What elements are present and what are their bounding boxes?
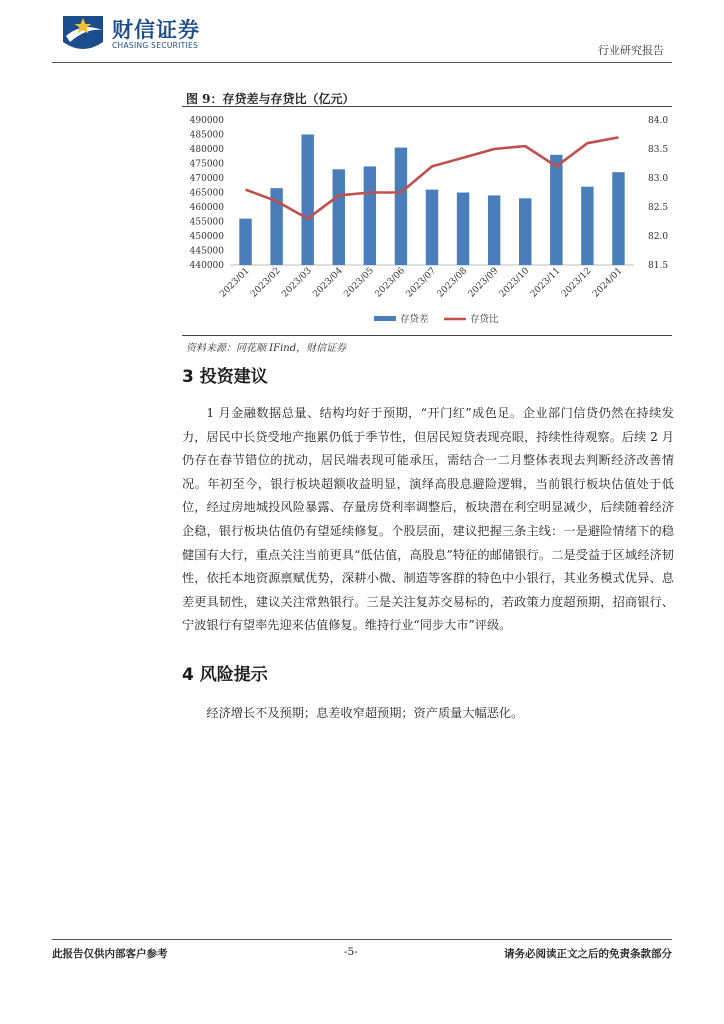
right-axis-tick-label: 83.5: [648, 145, 669, 155]
bar-deposit-loan-gap: [488, 195, 500, 265]
left-axis-tick-label: 440000: [189, 261, 224, 271]
left-axis-tick-label: 480000: [189, 145, 224, 155]
figure-top-rule: [182, 106, 672, 107]
x-axis-tick-label: 2023/01: [218, 266, 252, 300]
footer-disclaimer: 此报告仅供内部客户参考: [52, 948, 168, 960]
figure-bottom-rule: [182, 335, 672, 336]
page-number: -5-: [344, 946, 358, 958]
legend-swatch-deposit-loan-gap: [374, 316, 396, 321]
company-logo-icon: [60, 12, 106, 54]
bar-deposit-loan-gap: [457, 193, 469, 266]
x-axis-tick-label: 2023/04: [311, 266, 345, 300]
section-3-paragraph: 1 月金融数据总量、结构均好于预期，“开门红”成色足。企业部门信贷仍然在持续发力，居民中长贷受地产拖累仍低于季节性，但居民短贷表现亮眼，持续性待观察。后续 2 月仍存在春节错位的扰动，居民端表现可能承压，需结合一二月整体表现去判断经济改善情况。年初至今，银行板块超额收益明显，演绎高股息避险逻辑，当前银行板块估值处于低位，经过房地城投风险暴露、存量房贷利率调整后，板块潜在利空明显减少，后续随着经济企稳，银行板块估值仍有望延续修复。个股层面，建议把握三条主线：一是避险情绪下的稳健国有大行，重点关注当前更具“低估值，高股息”特征的邮储银行。二是受益于区域经济韧性，依托本地资源禀赋优势，深耕小微、制造等客群的特色中小银行，其业务模式优异、息差更具韧性，建议关注常熟银行。三是关注复苏交易标的，若政策力度超预期，招商银行、宁波银行有望率先迎来估值修复。维持行业“同步大市”评级。: [182, 406, 674, 633]
right-axis-tick-label: 83.0: [648, 174, 669, 184]
bar-deposit-loan-gap: [333, 169, 345, 265]
x-axis-tick-label: 2023/10: [497, 266, 532, 300]
right-axis-tick-label: 81.5: [648, 261, 669, 271]
x-axis-tick-label: 2023/09: [466, 266, 501, 300]
x-axis-tick-label: 2023/05: [342, 266, 376, 300]
x-axis-tick-label: 2023/08: [435, 266, 470, 300]
left-axis-tick-label: 445000: [189, 246, 224, 257]
x-axis-tick-label: 2023/11: [528, 266, 563, 300]
left-axis-tick-label: 470000: [189, 174, 224, 184]
logo-chinese-name: 财信证券: [112, 18, 200, 42]
header-divider: [52, 62, 672, 63]
bar-deposit-loan-gap: [301, 135, 313, 266]
x-axis-tick-label: 2023/02: [249, 266, 283, 300]
bar-deposit-loan-gap: [364, 166, 376, 265]
section-4-heading: 4 风险提示: [182, 665, 268, 685]
left-axis-tick-label: 450000: [189, 232, 224, 242]
left-axis-tick-label: 490000: [189, 116, 224, 126]
bar-deposit-loan-gap: [581, 187, 593, 265]
bar-deposit-loan-gap: [519, 198, 531, 265]
right-axis-tick-label: 82.0: [648, 232, 669, 242]
right-axis-tick-label: 84.0: [648, 116, 669, 126]
x-axis-tick-label: 2024/01: [591, 266, 625, 300]
footer-divider: [52, 939, 672, 940]
bar-deposit-loan-gap: [395, 148, 407, 265]
legend-label-deposit-loan-gap: 存贷差: [400, 314, 429, 325]
figure-title: 图 9：存贷差与存贷比（亿元）: [186, 92, 355, 106]
legend-label-loan-deposit-ratio: 存贷比: [470, 314, 499, 325]
left-axis-tick-label: 455000: [189, 217, 224, 228]
bar-deposit-loan-gap: [426, 190, 438, 265]
left-axis-tick-label: 475000: [189, 159, 224, 170]
figure-source: 资料来源：同花顺 IFind，财信证券: [186, 343, 347, 354]
x-axis-tick-label: 2023/12: [559, 266, 594, 300]
logo-english-name: CHASING SECURITIES: [112, 41, 199, 50]
x-axis-tick-label: 2023/07: [404, 266, 439, 300]
right-axis-tick-label: 82.5: [648, 203, 669, 213]
x-axis-tick-label: 2023/06: [373, 266, 408, 300]
footer-notice: 请务必阅读正文之后的免责条款部分: [504, 948, 672, 960]
left-axis-tick-label: 465000: [189, 188, 224, 199]
page-header: [0, 0, 724, 70]
section-3-heading: 3 投资建议: [182, 367, 268, 387]
left-axis-tick-label: 485000: [189, 130, 224, 141]
loan-deposit-chart: [182, 108, 672, 334]
x-axis-tick-label: 2023/03: [280, 266, 314, 300]
bar-deposit-loan-gap: [239, 219, 251, 265]
bar-deposit-loan-gap: [612, 172, 624, 265]
bar-deposit-loan-gap: [550, 155, 562, 265]
left-axis-tick-label: 460000: [189, 203, 224, 213]
report-type-label: 行业研究报告: [598, 44, 664, 57]
section-4-paragraph: 经济增长不及预期；息差收窄超预期；资产质量大幅恶化。: [206, 706, 524, 720]
